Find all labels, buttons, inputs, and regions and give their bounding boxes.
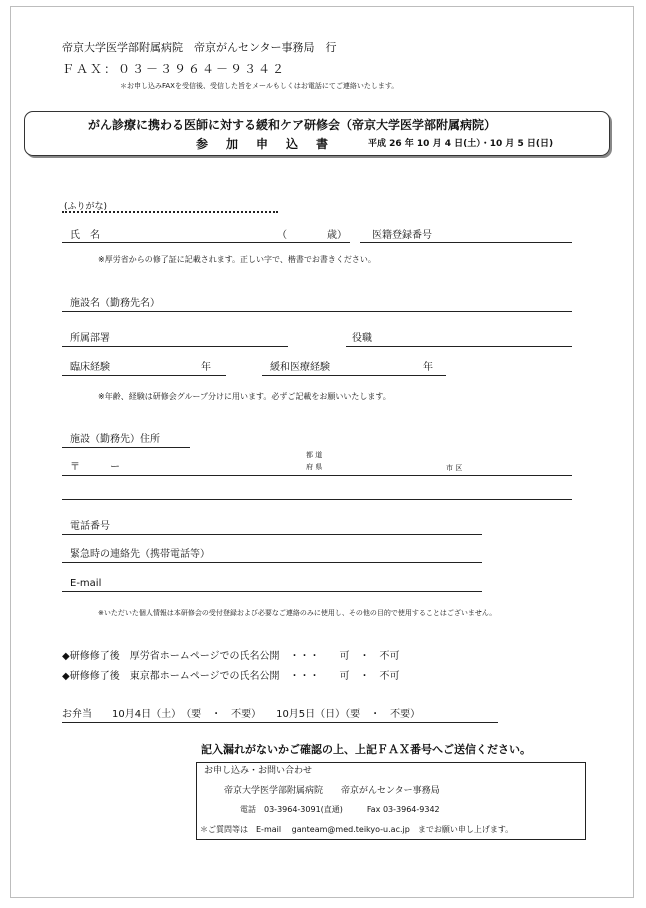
- contact-org: 帝京大学医学部附属病院 帝京がんセンター事務局: [224, 786, 440, 796]
- clinical-exp-field[interactable]: [62, 375, 226, 376]
- form-title: 参 加 申 込 書: [196, 137, 332, 151]
- seminar-date: 平成 26 年 10 月 4 日(土）・10 月 5 日(日): [368, 139, 554, 149]
- emergency-field[interactable]: [62, 562, 482, 563]
- privacy-note: ※いただいた個人情報は本研修会の受付登録および必要なご連絡のみに使用し、その他の目的で使用することはございません。: [98, 609, 497, 617]
- furigana-label: (ふりがな): [64, 202, 108, 212]
- position-field[interactable]: [346, 346, 572, 347]
- clinical-exp-year: 年: [201, 362, 211, 373]
- palliative-exp-year: 年: [423, 362, 433, 373]
- confirm-message: 記入漏れがないかご確認の上、上記ＦＡＸ番号へご送信ください。: [201, 743, 531, 756]
- address-field-1[interactable]: [62, 475, 572, 476]
- pref-label-top: 都 道: [306, 451, 323, 459]
- phone-field[interactable]: [62, 534, 482, 535]
- facility-label: 施設名（勤務先名）: [70, 298, 160, 309]
- license-label: 医籍登録番号: [372, 230, 432, 241]
- experience-note: ※年齢、経験は研修会グループ分けに用います。必ずご記載をお願いいたします。: [98, 392, 391, 401]
- age-label: （ 歳）: [277, 230, 347, 241]
- address-label: 施設（勤務先）住所: [70, 434, 160, 445]
- address-field-2[interactable]: [62, 499, 572, 500]
- clinical-exp-label: 臨床経験: [70, 362, 110, 373]
- position-label: 役職: [352, 333, 372, 344]
- publication-tokyo[interactable]: ◆研修修了後 東京都ホームページでの氏名公開 ・・・ 可 ・ 不可: [62, 671, 400, 682]
- fax-note: ＊お申し込みFAXを受信後、受信した旨をメールもしくはお電話にてご連絡いたします。: [120, 82, 399, 90]
- name-note: ※厚労省からの修了証に記載されます。正しい字で、楷書でお書きください。: [98, 255, 376, 264]
- name-label: 氏 名: [70, 230, 100, 241]
- phone-label: 電話番号: [70, 521, 110, 532]
- recipient-line: 帝京大学医学部附属病院 帝京がんセンター事務局 行: [62, 41, 337, 54]
- lunch-selection[interactable]: お弁当 10月4日（土） （要 ・ 不要） 10月5日（日）（要 ・ 不要）: [62, 709, 421, 720]
- palliative-exp-field[interactable]: [262, 375, 446, 376]
- contact-heading: お申し込み・お問い合わせ: [204, 766, 313, 776]
- name-field[interactable]: [62, 242, 350, 243]
- furigana-field[interactable]: [62, 211, 278, 213]
- department-field[interactable]: [62, 346, 288, 347]
- postal-code: 〒 ー: [70, 462, 120, 473]
- contact-email: ＊ご質問等は E-mail ganteam@med.teikyo-u.ac.jp までお願い申し上げます。: [200, 825, 514, 834]
- pref-label-bottom: 府 県: [306, 463, 323, 471]
- facility-field[interactable]: [62, 311, 572, 312]
- fax-number: ＦＡＸ：０３－３９６４－９３４２: [62, 62, 287, 76]
- email-label: E-mail: [70, 578, 102, 589]
- lunch-underline: [62, 722, 498, 723]
- contact-phone: 電話 03-3964-3091(直通) Fax 03-3964-9342: [240, 805, 440, 814]
- email-field[interactable]: [62, 591, 482, 592]
- palliative-exp-label: 緩和医療経験: [270, 362, 330, 373]
- department-label: 所属部署: [70, 333, 110, 344]
- city-label: 市 区: [446, 464, 463, 472]
- emergency-label: 緊急時の連絡先（携帯電話等）: [70, 549, 210, 560]
- publication-mhlw[interactable]: ◆研修修了後 厚労省ホームページでの氏名公開 ・・・ 可 ・ 不可: [62, 651, 400, 662]
- address-label-underline: [62, 447, 190, 448]
- license-field[interactable]: [360, 242, 572, 243]
- seminar-title: がん診療に携わる医師に対する緩和ケア研修会（帝京大学医学部附属病院）: [88, 118, 497, 132]
